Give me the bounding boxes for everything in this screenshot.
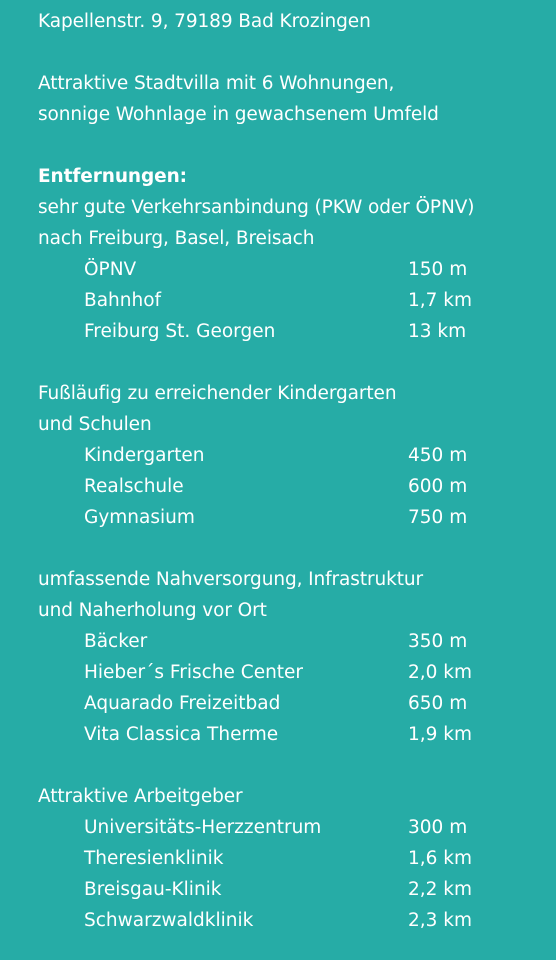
place-name: Gymnasium [84,507,195,528]
distance-row [38,440,556,471]
address: Kapellenstr. 9, 79189 Bad Krozingen [38,11,371,32]
distance-row [38,502,556,533]
place-name: Kindergarten [84,445,205,466]
distance-row [38,657,556,688]
place-distance: 1,7 km [408,290,473,311]
distance-row [38,688,556,719]
place-name: Schwarzwaldklinik [84,910,254,931]
section-employers-line-1: Attraktive Arbeitgeber [38,786,243,807]
distance-row [38,843,556,874]
place-distance: 1,9 km [408,724,473,745]
distance-row [38,719,556,750]
place-name: Universitäts-Herzzentrum [84,817,322,838]
place-name: ÖPNV [84,259,137,280]
place-distance: 2,0 km [408,662,473,683]
distance-row [38,626,556,657]
section-transport-line-1: sehr gute Verkehrsanbindung (PKW oder ÖPNV) [38,197,475,218]
place-distance: 650 m [408,693,468,714]
place-name: Vita Classica Therme [84,724,279,745]
place-distance: 450 m [408,445,468,466]
distance-row [38,471,556,502]
place-distance: 2,2 km [408,879,473,900]
section-supply-line-1: umfassende Nahversorgung, Infrastruktur [38,569,424,590]
place-distance: 600 m [408,476,468,497]
place-distance: 300 m [408,817,468,838]
spacer [38,750,556,781]
place-distance: 2,3 km [408,910,473,931]
place-name: Theresienklinik [84,848,224,869]
spacer [38,130,556,161]
place-name: Bäcker [84,631,148,652]
place-distance: 1,6 km [408,848,473,869]
distance-row [38,285,556,316]
place-name: Aquarado Freizeitbad [84,693,281,714]
intro-line-2: sonnige Wohnlage in gewachsenem Umfeld [38,104,439,125]
section-schools-line-1: Fußläufig zu erreichender Kindergarten [38,383,397,404]
distance-row [38,812,556,843]
distances-heading: Entfernungen: [38,166,187,187]
distance-row [38,254,556,285]
place-distance: 750 m [408,507,468,528]
place-distance: 13 km [408,321,467,342]
section-schools-line-2: und Schulen [38,414,152,435]
distance-row [38,316,556,347]
spacer [38,533,556,564]
place-distance: 350 m [408,631,468,652]
place-name: Bahnhof [84,290,162,311]
place-name: Realschule [84,476,184,497]
section-supply-line-2: und Naherholung vor Ort [38,600,267,621]
place-name: Breisgau-Klinik [84,879,222,900]
distance-row [38,874,556,905]
section-transport-line-2: nach Freiburg, Basel, Breisach [38,228,315,249]
place-name: Hieber´s Frische Center [84,662,304,683]
place-name: Freiburg St. Georgen [84,321,276,342]
intro-line-1: Attraktive Stadtvilla mit 6 Wohnungen, [38,73,395,94]
spacer [38,37,556,68]
spacer [38,347,556,378]
distance-row [38,905,556,936]
place-distance: 150 m [408,259,468,280]
